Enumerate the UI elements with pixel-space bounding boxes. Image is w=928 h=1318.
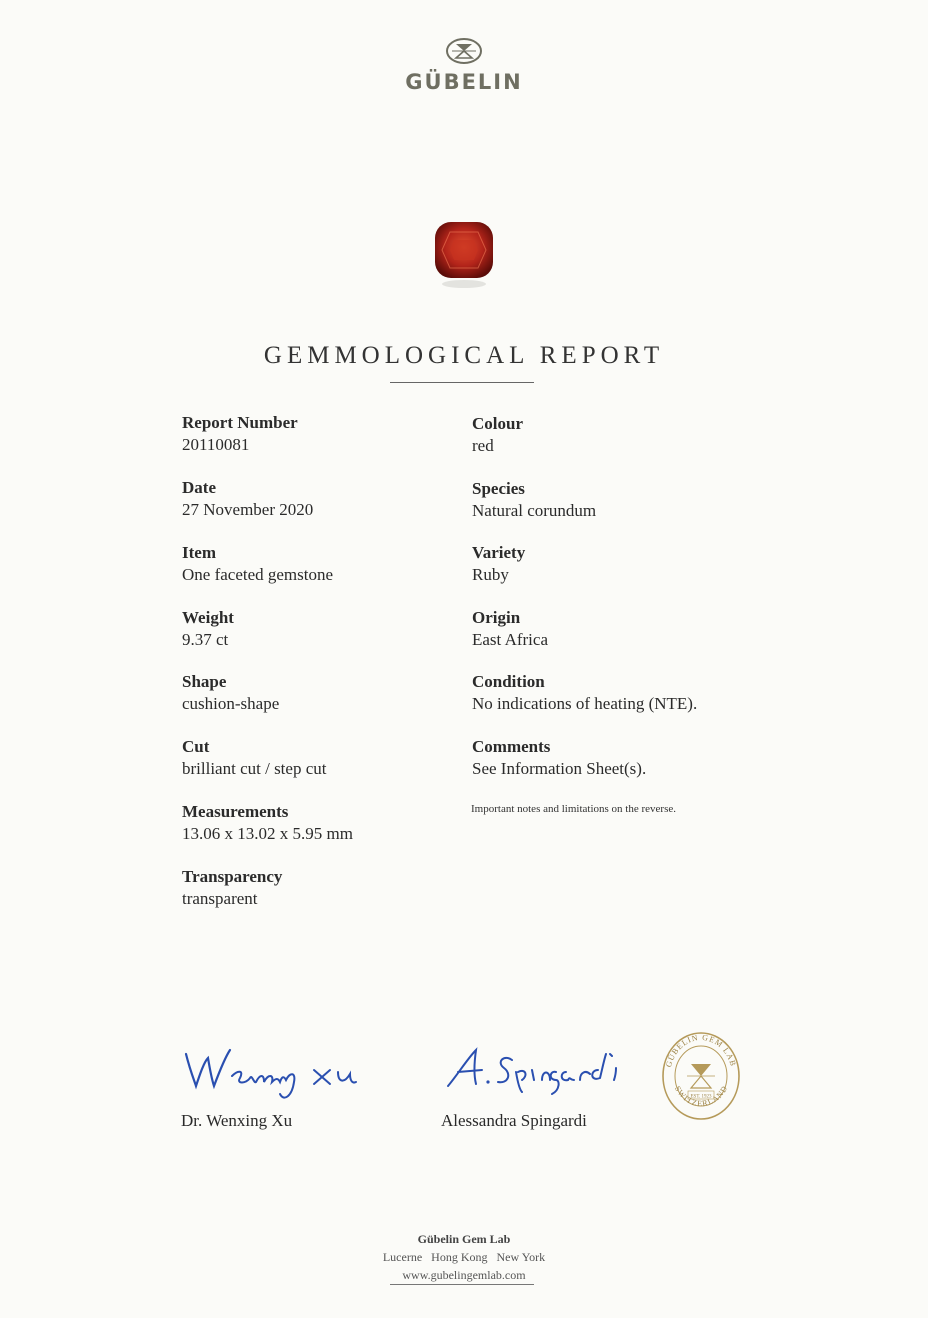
field-transparency — [182, 867, 282, 909]
ruby-gem-image — [432, 220, 496, 292]
field-colour — [472, 414, 523, 456]
field-label: Weight — [182, 608, 234, 627]
svg-text:GÜBELIN GEM LAB: GÜBELIN GEM LAB — [663, 1032, 738, 1069]
field-condition — [472, 672, 697, 714]
signatory-name-1: Dr. Wenxing Xu — [181, 1111, 293, 1130]
svg-text:EST. 1923: EST. 1923 — [690, 1094, 712, 1100]
field-label: Shape — [182, 672, 227, 691]
field-cut — [182, 737, 326, 779]
field-value: Ruby — [472, 565, 509, 584]
field-label: Origin — [472, 608, 521, 627]
signatory-name-2: Alessandra Spingardi — [441, 1111, 587, 1130]
brand-name: GÜBELIN — [405, 70, 523, 94]
report-title: GEMMOLOGICAL REPORT — [263, 342, 665, 369]
field-label: Transparency — [182, 867, 283, 886]
field-label: Item — [182, 543, 216, 562]
field-value: brilliant cut / step cut — [182, 759, 327, 778]
field-value: cushion-shape — [182, 694, 280, 713]
field-value: One faceted gemstone — [182, 565, 334, 584]
signature-wenxing-xu — [180, 1040, 400, 1110]
field-value: 9.37 ct — [182, 630, 229, 649]
field-value: Natural corundum — [472, 501, 597, 520]
brand-logo — [0, 36, 928, 94]
footer — [0, 1232, 928, 1283]
gem-lab-seal-stamp — [660, 1030, 742, 1122]
field-value: transparent — [182, 889, 258, 908]
field-label: Date — [182, 478, 216, 497]
footer-url[interactable]: www.gubelingemlab.com — [402, 1268, 526, 1282]
field-label: Cut — [182, 737, 210, 756]
field-species — [472, 479, 596, 521]
footer-cities: Lucerne Hong Kong New York — [382, 1250, 546, 1264]
field-report-number — [182, 413, 298, 455]
field-comments — [472, 737, 646, 779]
title-divider — [390, 382, 534, 383]
field-label: Species — [472, 479, 525, 498]
field-origin — [472, 608, 548, 650]
field-value: 20110081 — [182, 435, 250, 454]
svg-text:SWITZERLAND: SWITZERLAND — [672, 1083, 730, 1109]
footer-divider — [390, 1284, 534, 1285]
field-date — [182, 478, 313, 520]
field-label: Condition — [472, 672, 545, 691]
footer-lab-name: Gübelin Gem Lab — [417, 1232, 511, 1246]
field-label: Report Number — [182, 413, 298, 432]
field-value: 13.06 x 13.02 x 5.95 mm — [182, 824, 353, 843]
field-shape — [182, 672, 279, 714]
field-value: No indications of heating (NTE). — [472, 694, 698, 713]
field-label: Colour — [472, 414, 523, 433]
field-label: Variety — [472, 543, 526, 562]
field-label: Measurements — [182, 802, 289, 821]
field-item — [182, 543, 333, 585]
field-weight — [182, 608, 234, 650]
hourglass-emblem-icon — [444, 36, 484, 66]
field-value: See Information Sheet(s). — [472, 759, 647, 778]
field-label: Comments — [472, 737, 551, 756]
field-value: 27 November 2020 — [182, 500, 314, 519]
field-value: red — [472, 436, 494, 455]
field-value: East Africa — [472, 630, 548, 649]
signature-spingardi — [442, 1040, 662, 1100]
field-measurements — [182, 802, 353, 844]
field-variety — [472, 543, 525, 585]
notes-text: Important notes and limitations on the reverse. — [471, 803, 676, 815]
